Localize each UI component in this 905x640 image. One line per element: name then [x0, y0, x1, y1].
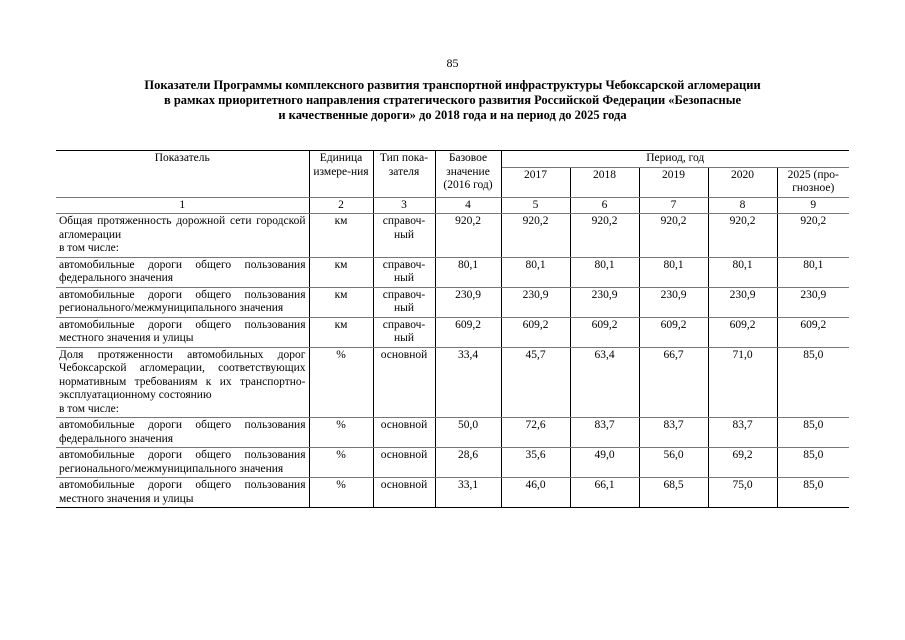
title-line: Показатели Программы комплексного развития транспортной инфраструктуры Чебоксарской агломерации — [144, 78, 761, 92]
indicator-name: автомобильные дороги общего пользования федерального значения — [59, 419, 306, 445]
unit-cell: км — [309, 287, 373, 317]
header-year: 2019 — [639, 167, 708, 197]
year-value-cell: 66,7 — [639, 347, 708, 418]
year-value-cell: 83,7 — [708, 418, 777, 448]
title-line: и качественные дороги» до 2018 года и на период до 2025 года — [278, 108, 627, 122]
year-value-cell: 68,5 — [639, 478, 708, 508]
year-value-cell: 609,2 — [501, 317, 570, 347]
year-value-cell: 609,2 — [570, 317, 639, 347]
year-value-cell: 85,0 — [777, 418, 849, 448]
year-value-cell: 920,2 — [639, 214, 708, 258]
year-value-cell: 920,2 — [501, 214, 570, 258]
unit-cell: км — [309, 257, 373, 287]
indicator-cell — [56, 347, 309, 418]
year-value-cell: 35,6 — [501, 448, 570, 478]
table-row — [56, 214, 849, 258]
page-number: 85 — [446, 56, 459, 70]
header-base: Базовое значение (2016 год) — [435, 151, 501, 198]
header-indicator: Показатель — [56, 151, 309, 198]
table-row — [56, 287, 849, 317]
year-value-cell: 46,0 — [501, 478, 570, 508]
year-value-cell: 609,2 — [708, 317, 777, 347]
year-value-cell: 72,6 — [501, 418, 570, 448]
base-value-cell: 50,0 — [435, 418, 501, 448]
title-line: в рамках приоритетного направления стратегического развития Российской Федерации «Безопасные — [163, 93, 742, 107]
indicator-name: автомобильные дороги общего пользования федерального значения — [59, 258, 306, 284]
year-value-cell: 80,1 — [501, 257, 570, 287]
table-row — [56, 317, 849, 347]
year-value-cell: 80,1 — [708, 257, 777, 287]
type-cell: справоч-ный — [373, 317, 435, 347]
year-value-cell: 609,2 — [777, 317, 849, 347]
base-value-cell: 80,1 — [435, 257, 501, 287]
column-number: 7 — [639, 197, 708, 214]
header-unit: Единица измере-ния — [309, 151, 373, 198]
unit-cell: % — [309, 418, 373, 448]
header-year: 2025 (про-гнозное) — [777, 167, 849, 197]
indicator-name: автомобильные дороги общего пользования местного значения и улицы — [59, 318, 306, 344]
header-type: Тип пока-зателя — [373, 151, 435, 198]
indicator-name: автомобильные дороги общего пользования регионального/межмуниципального значения — [59, 288, 306, 314]
column-number: 8 — [708, 197, 777, 214]
header-period: Период, год — [501, 151, 849, 168]
column-number: 1 — [56, 197, 309, 214]
year-value-cell: 69,2 — [708, 448, 777, 478]
indicator-name: автомобильные дороги общего пользования местного значения и улицы — [59, 479, 306, 505]
type-cell: основной — [373, 478, 435, 508]
type-cell: справоч-ный — [373, 257, 435, 287]
base-value-cell: 920,2 — [435, 214, 501, 258]
indicator-cell — [56, 478, 309, 508]
indicator-cell — [56, 418, 309, 448]
year-value-cell: 920,2 — [708, 214, 777, 258]
year-value-cell: 83,7 — [570, 418, 639, 448]
header-year: 2017 — [501, 167, 570, 197]
indicators-table — [56, 150, 849, 508]
column-number: 5 — [501, 197, 570, 214]
base-value-cell: 609,2 — [435, 317, 501, 347]
type-cell: справоч-ный — [373, 287, 435, 317]
year-value-cell: 71,0 — [708, 347, 777, 418]
year-value-cell: 85,0 — [777, 478, 849, 508]
year-value-cell: 920,2 — [570, 214, 639, 258]
table-row — [56, 478, 849, 508]
year-value-cell: 80,1 — [639, 257, 708, 287]
column-number: 2 — [309, 197, 373, 214]
indicator-cell — [56, 257, 309, 287]
year-value-cell: 63,4 — [570, 347, 639, 418]
including-label: в том числе: — [59, 402, 119, 415]
year-value-cell: 230,9 — [570, 287, 639, 317]
unit-cell: % — [309, 347, 373, 418]
table-row — [56, 448, 849, 478]
indicator-name: Доля протяженности автомобильных дорог Чебоксарской агломерации, соответствующих нормативным требованиям к их транспортно-эксплуатационному состоянию — [59, 348, 306, 401]
year-value-cell: 230,9 — [708, 287, 777, 317]
indicator-cell — [56, 317, 309, 347]
indicator-cell — [56, 287, 309, 317]
type-cell: основной — [373, 448, 435, 478]
year-value-cell: 80,1 — [570, 257, 639, 287]
type-cell: основной — [373, 347, 435, 418]
unit-cell: км — [309, 214, 373, 258]
year-value-cell: 609,2 — [639, 317, 708, 347]
base-value-cell: 33,1 — [435, 478, 501, 508]
including-label: в том числе: — [59, 242, 119, 254]
column-number: 3 — [373, 197, 435, 214]
header-year: 2018 — [570, 167, 639, 197]
column-number: 9 — [777, 197, 849, 214]
year-value-cell: 85,0 — [777, 347, 849, 418]
base-value-cell: 33,4 — [435, 347, 501, 418]
column-number: 4 — [435, 197, 501, 214]
year-value-cell: 230,9 — [501, 287, 570, 317]
year-value-cell: 56,0 — [639, 448, 708, 478]
year-value-cell: 230,9 — [777, 287, 849, 317]
year-value-cell: 49,0 — [570, 448, 639, 478]
unit-cell: % — [309, 478, 373, 508]
type-cell: справоч-ный — [373, 214, 435, 258]
indicator-name: автомобильные дороги общего пользования регионального/межмуниципального значения — [59, 449, 306, 475]
base-value-cell: 28,6 — [435, 448, 501, 478]
base-value-cell: 230,9 — [435, 287, 501, 317]
year-value-cell: 45,7 — [501, 347, 570, 418]
document-title — [60, 78, 845, 123]
year-value-cell: 230,9 — [639, 287, 708, 317]
column-number: 6 — [570, 197, 639, 214]
year-value-cell: 80,1 — [777, 257, 849, 287]
indicator-cell — [56, 448, 309, 478]
table-row — [56, 347, 849, 418]
type-cell: основной — [373, 418, 435, 448]
indicator-name: Общая протяженность дорожной сети городской агломерации — [59, 215, 306, 241]
year-value-cell: 75,0 — [708, 478, 777, 508]
year-value-cell: 83,7 — [639, 418, 708, 448]
table-row — [56, 257, 849, 287]
header-year: 2020 — [708, 167, 777, 197]
unit-cell: км — [309, 317, 373, 347]
year-value-cell: 920,2 — [777, 214, 849, 258]
year-value-cell: 85,0 — [777, 448, 849, 478]
indicator-cell — [56, 214, 309, 258]
unit-cell: % — [309, 448, 373, 478]
table-row — [56, 418, 849, 448]
year-value-cell: 66,1 — [570, 478, 639, 508]
